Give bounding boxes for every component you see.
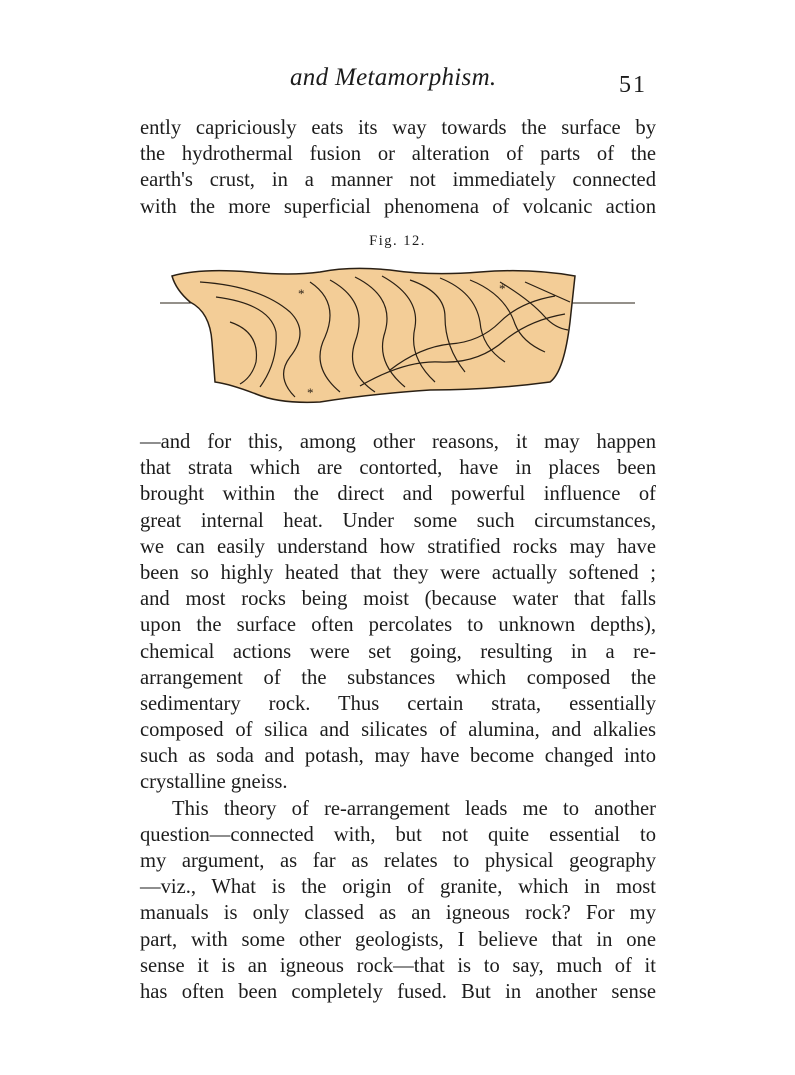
text-line: the hydrothermal fusion or alteration of parts of the <box>140 143 656 166</box>
main-text <box>140 429 656 1005</box>
text-line: chemical actions were set going, resulting in a re- <box>140 640 656 663</box>
running-head <box>140 64 655 96</box>
running-title: and Metamorphism. <box>290 64 497 91</box>
text-line: This theory of re-arrangement leads me to another <box>172 797 656 820</box>
star-mark: * <box>499 281 506 296</box>
contorted-strata-figure <box>160 262 635 412</box>
text-line: sedimentary rock. Thus certain strata, essentially <box>140 692 656 715</box>
text-line: we can easily understand how stratified rocks may have <box>140 535 656 558</box>
text-line: sense it is an igneous rock—that is to say, much of it <box>140 954 656 977</box>
text-line: that strata which are contorted, have in places been <box>140 457 656 480</box>
text-line: such as soda and potash, may have become changed into <box>140 745 656 768</box>
text-line: —and for this, among other reasons, it may happen <box>140 431 656 453</box>
figure-caption: Fig. 12. <box>369 233 426 249</box>
text-line: ently capriciously eats its way towards the surface by <box>140 117 656 139</box>
text-line: great internal heat. Under some such circumstances, <box>140 509 656 532</box>
text-line: —viz., What is the origin of granite, which in most <box>140 876 656 899</box>
text-line: my argument, as far as relates to physical geography <box>140 850 656 872</box>
strata-section <box>172 268 575 402</box>
text-line: earth's crust, in a manner not immediately connected <box>140 169 656 192</box>
text-line: question—connected with, but not quite essential to <box>140 823 656 846</box>
text-line: upon the surface often percolates to unknown depths), <box>140 614 656 637</box>
text-line: has often been completely fused. But in another sense <box>140 980 656 1003</box>
page-number: 51 <box>619 72 647 98</box>
text-line: part, with some other geologists, I believe that in one <box>140 928 656 951</box>
text-line: manuals is only classed as an igneous rock? For my <box>140 902 656 925</box>
text-line: been so highly heated that they were actually softened ; <box>140 561 656 584</box>
text-line: brought within the direct and powerful influence of <box>140 483 656 506</box>
star-mark: * <box>298 286 305 301</box>
star-mark: * <box>307 385 314 400</box>
text-line: and most rocks being moist (because water that falls <box>140 588 656 611</box>
text-line: crystalline gneiss. <box>140 771 288 794</box>
paragraph-continued <box>140 115 656 220</box>
text-line: arrangement of the substances which composed the <box>140 666 656 689</box>
text-line: with the more superficial phenomena of volcanic action <box>140 195 656 218</box>
text-line: composed of silica and silicates of alumina, and alkalies <box>140 719 656 742</box>
